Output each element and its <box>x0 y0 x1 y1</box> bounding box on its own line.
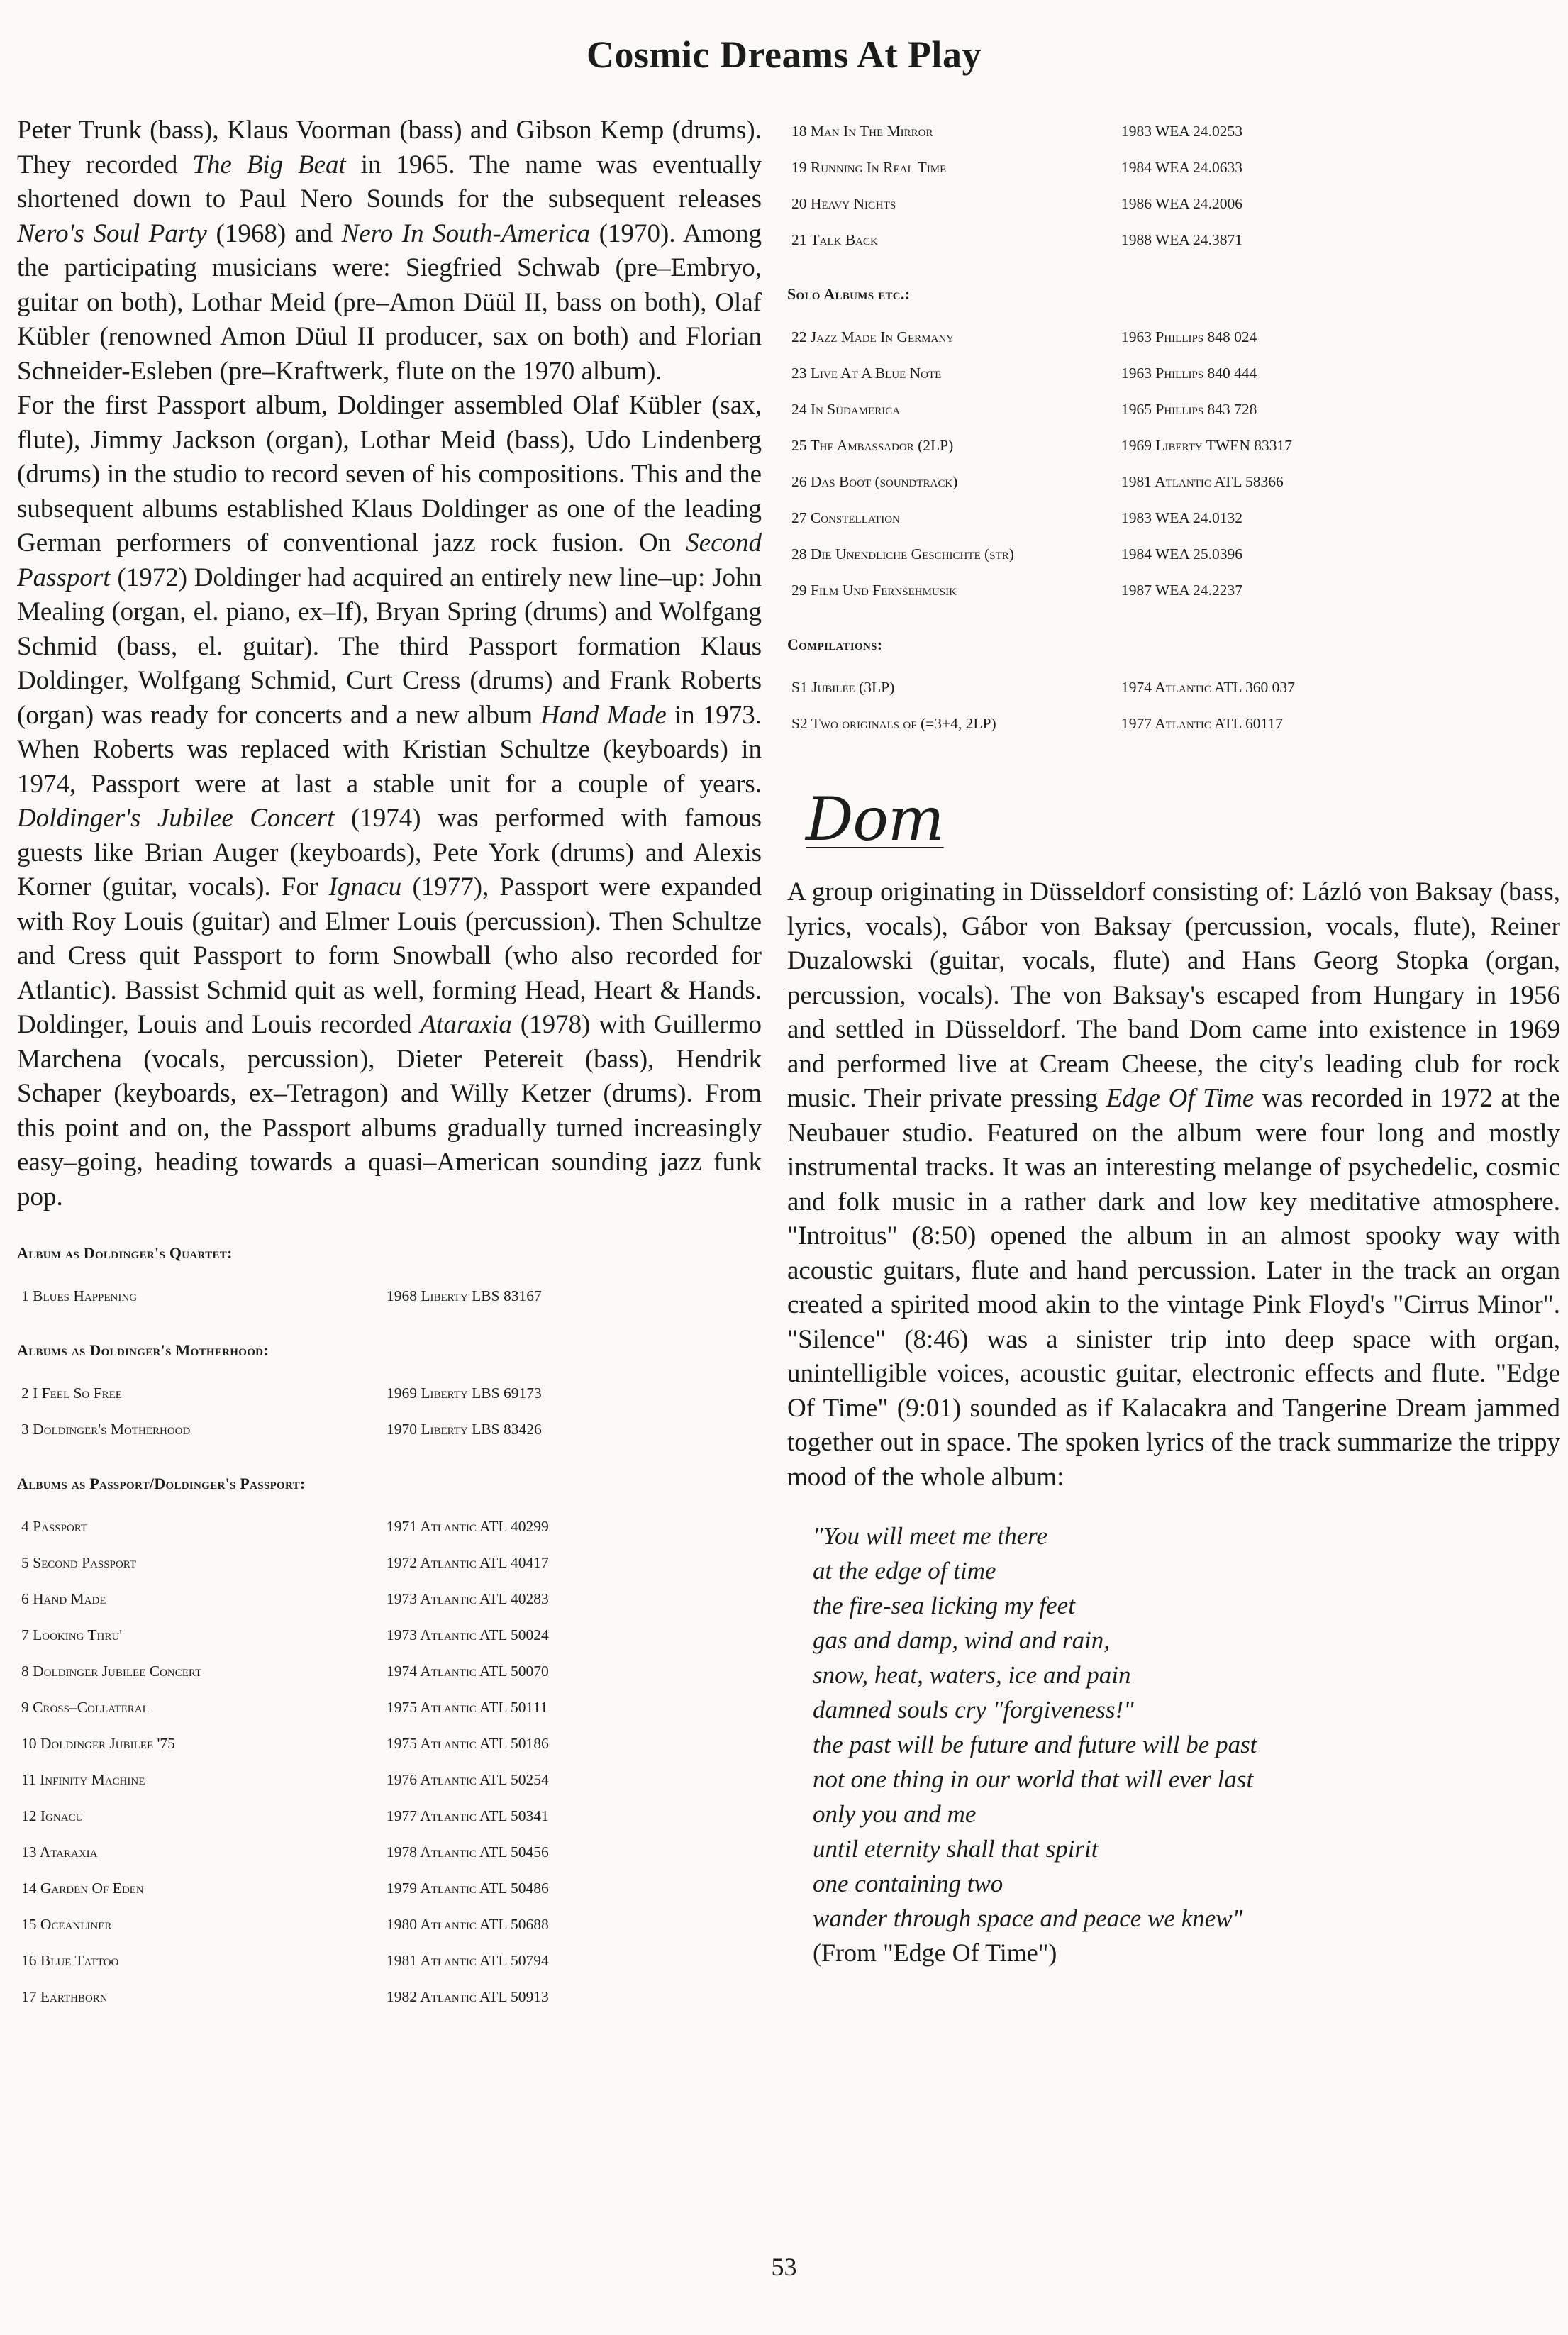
discography-row <box>17 1375 762 1411</box>
discography-row <box>787 355 1560 392</box>
discography-row <box>787 222 1560 258</box>
release-info: 1982 Atlantic ATL 50913 <box>387 1988 549 2005</box>
discography-row <box>17 1870 762 1907</box>
lyrics-line: the past will be future and future will be past <box>813 1731 1257 1758</box>
release-info: 1981 Atlantic ATL 58366 <box>1121 473 1284 490</box>
text-run: in 1973. When Roberts was replaced with Kristian Schultze (keyboards) in 1974, Passport were at last a stable unit for a couple of years. <box>17 700 762 799</box>
album-title: 25 The Ambassador (2LP) <box>791 437 954 454</box>
lyrics-line: wander through space and peace we knew" <box>813 1904 1243 1932</box>
lyrics-line: until eternity shall that spirit <box>813 1835 1099 1863</box>
discography-row <box>17 1798 762 1834</box>
release-info: 1988 WEA 24.3871 <box>1121 231 1243 248</box>
release-info: 1974 Atlantic ATL 360 037 <box>1121 679 1295 696</box>
discography-row <box>787 113 1560 150</box>
discography-heading: Album as Doldinger's Quartet: <box>17 1244 233 1262</box>
discography-row <box>17 1690 762 1726</box>
album-title: 10 Doldinger Jubilee '75 <box>21 1735 175 1752</box>
release-info: 1978 Atlantic ATL 50456 <box>387 1843 549 1860</box>
text-run: (1978) with Guillermo Marchena (vocals, percussion), Dieter Petereit (bass), Hendrik Schaper (keyboards, ex–Tetragon) and Willy Ketzer (drums). From this point and on, the Passport albums gradually turned increasingly easy–going, heading towards a quasi–American sounding jazz funk pop. <box>17 1010 762 1211</box>
lyrics-line: snow, heat, waters, ice and pain <box>813 1661 1131 1689</box>
right-column <box>787 113 1560 1970</box>
italic-title: Nero In South-America <box>341 218 591 248</box>
release-info: 1974 Atlantic ATL 50070 <box>387 1663 549 1680</box>
left-column <box>17 113 762 2015</box>
discography-row <box>17 1545 762 1581</box>
body-paragraph <box>17 113 762 389</box>
discography-row <box>787 706 1560 742</box>
italic-title: Ignacu <box>328 872 402 902</box>
album-title: 14 Garden Of Eden <box>21 1880 144 1897</box>
album-title: 1 Blues Happening <box>21 1287 138 1304</box>
discography-row <box>17 1411 762 1448</box>
discography-row <box>787 500 1560 536</box>
discography-heading: Compilations: <box>787 636 883 653</box>
release-info: 1975 Atlantic ATL 50111 <box>387 1699 548 1716</box>
album-title: S1 Jubilee (3LP) <box>791 679 895 696</box>
release-info: 1981 Atlantic ATL 50794 <box>387 1952 549 1969</box>
discography-row <box>17 1943 762 1979</box>
discography-row <box>787 464 1560 500</box>
album-title: S2 Two originals of (=3+4, 2LP) <box>791 715 996 732</box>
text-run: in 1965. The name was eventually shortened down to Paul Nero Sounds for the subsequent releases <box>17 150 762 213</box>
discography-row <box>787 392 1560 428</box>
lyrics-line: only you and me <box>813 1800 977 1828</box>
discography-row <box>17 1581 762 1617</box>
release-info: 1983 WEA 24.0253 <box>1121 123 1243 140</box>
text-run: (1974) was performed with famous guests like Brian Auger (keyboards), Pete York (drums) and Alexis Korner (guitar, vocals). For <box>17 804 762 902</box>
page-title: Cosmic Dreams At Play <box>586 33 982 77</box>
release-info: 1976 Atlantic ATL 50254 <box>387 1771 549 1788</box>
album-title: 7 Looking Thru' <box>21 1626 123 1643</box>
album-title: 3 Doldinger's Motherhood <box>21 1421 191 1438</box>
italic-title: Doldinger's Jubilee Concert <box>17 804 335 833</box>
discography-heading: Solo Albums etc.: <box>787 285 911 303</box>
album-title: 8 Doldinger Jubilee Concert <box>21 1663 202 1680</box>
album-title: 28 Die Unendliche Geschichte (str) <box>791 545 1014 562</box>
right-discography <box>787 113 1560 742</box>
text-run: A group originating in Düsseldorf consisting of: Lázló von Baksay (bass, lyrics, vocals), Gábor von Baksay (percussion, vocals, flute), Reiner Duzalowski (guitar, vocals, flute) and Hans Georg Stopka (organ, percussion, vocals). The von Baksay's escaped from Hungary in 1956 and settled in Düsseldorf. The band Dom came into existence in 1969 and performed live at Cream Cheese, the city's leading club for rock music. Their private pressing <box>787 877 1560 1113</box>
discography-row <box>787 536 1560 572</box>
lyrics-line: "You will meet me there <box>813 1522 1047 1550</box>
album-title: 4 Passport <box>21 1518 88 1535</box>
discography-table <box>787 670 1560 742</box>
album-title: 13 Ataraxia <box>21 1843 98 1860</box>
discography-row <box>787 572 1560 609</box>
release-info: 1987 WEA 24.2237 <box>1121 582 1243 599</box>
band-description <box>787 875 1560 1494</box>
text-run: (1968) and <box>206 218 342 248</box>
album-title: 24 In Südamerica <box>791 401 901 418</box>
release-info: 1986 WEA 24.2006 <box>1121 195 1243 212</box>
italic-title: Nero's Soul Party <box>17 218 207 248</box>
discography-table <box>787 319 1560 609</box>
text-run: (1972) Doldinger had acquired an entirely new line–up: John Mealing (organ, el. piano, ex–If), Bryan Spring (drums) and Wolfgang Schmid (bass, el. guitar). The third Passport formation Klaus Doldinger, Wolfgang Schmid, Curt Cress (drums) and Frank Roberts (organ) was ready for concerts and a new album <box>17 562 762 730</box>
text-run: Peter Trunk (bass), Klaus Voorman (bass) and Gibson Kemp (drums). They recorded <box>17 116 762 179</box>
discography-row <box>17 1907 762 1943</box>
discography-row <box>787 150 1560 186</box>
lyrics-source: (From "Edge Of Time") <box>813 1939 1057 1967</box>
album-title: 27 Constellation <box>791 509 900 526</box>
lyrics-line: gas and damp, wind and rain, <box>813 1626 1111 1654</box>
album-title: 5 Second Passport <box>21 1554 137 1571</box>
album-title: 17 Earthborn <box>21 1988 108 2005</box>
release-info: 1983 WEA 24.0132 <box>1121 509 1243 526</box>
album-title: 2 I Feel So Free <box>21 1385 122 1402</box>
italic-title: Hand Made <box>540 700 667 730</box>
album-title: 20 Heavy Nights <box>791 195 896 212</box>
body-paragraph <box>17 389 762 1214</box>
discography-row <box>17 1834 762 1870</box>
discography-heading: Albums as Passport/Doldinger's Passport: <box>17 1475 306 1492</box>
release-info: 1973 Atlantic ATL 40283 <box>387 1590 549 1607</box>
discography-table <box>787 113 1560 258</box>
discography-row <box>17 1653 762 1690</box>
release-info: 1984 WEA 24.0633 <box>1121 159 1243 176</box>
release-info: 1977 Atlantic ATL 60117 <box>1121 715 1283 732</box>
album-title: 12 Ignacu <box>21 1807 84 1824</box>
discography-row <box>787 319 1560 355</box>
album-title: 18 Man In The Mirror <box>791 123 933 140</box>
album-title: 23 Live At A Blue Note <box>791 365 942 382</box>
band-heading: Dom <box>806 784 944 854</box>
discography-row <box>787 186 1560 222</box>
album-title: 11 Infinity Machine <box>21 1771 145 1788</box>
lyrics-line: one containing two <box>813 1870 1003 1897</box>
text-run: was recorded in 1972 at the Neubauer studio. Featured on the album were four long and mostly instrumental tracks. It was an interesting melange of psychedelic, cosmic and folk music in a rather dark and low key meditative atmosphere. "Introitus" (8:50) opened the album in an almost spooky way with acoustic guitars, flute and hand percussion. Later in the track an organ created a spirited mood akin to the vintage Pink Floyd's "Cirrus Minor". "Silence" (8:46) was a sinister trip into deep space with organ, unintelligible voices, acoustic guitar, electronic effects and flute. "Edge Of Time" (9:01) sounded as if Kalacakra and Tangerine Dream jammed together out in space. The spoken lyrics of the track summarize the trippy mood of the whole album: <box>787 1084 1561 1492</box>
discography-row <box>17 1979 762 2015</box>
discography-row <box>17 1762 762 1798</box>
lyrics-quote <box>813 1519 1560 1970</box>
album-title: 16 Blue Tattoo <box>21 1952 119 1969</box>
album-title: 22 Jazz Made In Germany <box>791 328 954 345</box>
release-info: 1979 Atlantic ATL 50486 <box>387 1880 549 1897</box>
lyrics-line: the fire-sea licking my feet <box>813 1592 1075 1619</box>
release-info: 1970 Liberty LBS 83426 <box>387 1421 542 1438</box>
text-run: (1970). Among the participating musicians were: Siegfried Schwab (pre–Embryo, guitar on both), Lothar Meid (pre–Amon Düül II, bass on both), Olaf Kübler (renowned Amon Düul II producer, sax on both) and Florian Schneider-Esleben (pre–Kraftwerk, flute on the 1970 album). <box>17 218 762 386</box>
italic-title: The Big Beat <box>192 150 346 179</box>
italic-title: Second Passport <box>17 528 762 592</box>
release-info: 1969 Liberty TWEN 83317 <box>1121 437 1292 454</box>
release-info: 1965 Phillips 843 728 <box>1121 401 1257 418</box>
album-title: 21 Talk Back <box>791 231 878 248</box>
album-title: 26 Das Boot (soundtrack) <box>791 473 958 490</box>
italic-title: Edge Of Time <box>1106 1084 1255 1113</box>
lyrics-line: at the edge of time <box>813 1557 996 1585</box>
release-info: 1971 Atlantic ATL 40299 <box>387 1518 549 1535</box>
discography-table <box>17 1375 762 1448</box>
release-info: 1980 Atlantic ATL 50688 <box>387 1916 549 1933</box>
discography-table <box>17 1278 762 1314</box>
release-info: 1968 Liberty LBS 83167 <box>387 1287 542 1304</box>
discography-table <box>17 1509 762 2015</box>
album-title: 29 Film Und Fernsehmusik <box>791 582 957 599</box>
lyrics-line: damned souls cry "forgiveness!" <box>813 1696 1134 1724</box>
discography-row <box>17 1617 762 1653</box>
album-title: 19 Running In Real Time <box>791 159 947 176</box>
album-title: 15 Oceanliner <box>21 1916 112 1933</box>
discography-row <box>787 428 1560 464</box>
release-info: 1963 Phillips 840 444 <box>1121 365 1257 382</box>
discography-heading: Albums as Doldinger's Motherhood: <box>17 1341 269 1359</box>
left-body-text <box>17 113 762 1214</box>
discography-row <box>787 670 1560 706</box>
page-number: 53 <box>771 2253 797 2281</box>
release-info: 1972 Atlantic ATL 40417 <box>387 1554 549 1571</box>
release-info: 1975 Atlantic ATL 50186 <box>387 1735 549 1752</box>
release-info: 1963 Phillips 848 024 <box>1121 328 1257 345</box>
album-title: 6 Hand Made <box>21 1590 106 1607</box>
discography-row <box>17 1726 762 1762</box>
text-run: For the first Passport album, Doldinger assembled Olaf Kübler (sax, flute), Jimmy Jackson (organ), Lothar Meid (bass), Udo Lindenberg (drums) in the studio to record seven of his compositions. This and the subsequent albums established Klaus Doldinger as one of the leading German performers of conventional jazz rock fusion. On <box>17 391 762 558</box>
discography-row <box>17 1278 762 1314</box>
album-title: 9 Cross–Collateral <box>21 1699 149 1716</box>
release-info: 1977 Atlantic ATL 50341 <box>387 1807 549 1824</box>
release-info: 1973 Atlantic ATL 50024 <box>387 1626 549 1643</box>
italic-title: Ataraxia <box>420 1010 512 1039</box>
release-info: 1984 WEA 25.0396 <box>1121 545 1243 562</box>
discography-row <box>17 1509 762 1545</box>
lyrics-line: not one thing in our world that will ever last <box>813 1765 1254 1793</box>
left-discography <box>17 1244 762 2015</box>
text-run: (1977), Passport were expanded with Roy Louis (guitar) and Elmer Louis (percussion). Then Schultze and Cress quit Passport to form Snowball (who also recorded for Atlantic). Bassist Schmid quit as well, forming Head, Heart & Hands. Doldinger, Louis and Louis recorded <box>17 872 762 1039</box>
release-info: 1969 Liberty LBS 69173 <box>387 1385 542 1402</box>
